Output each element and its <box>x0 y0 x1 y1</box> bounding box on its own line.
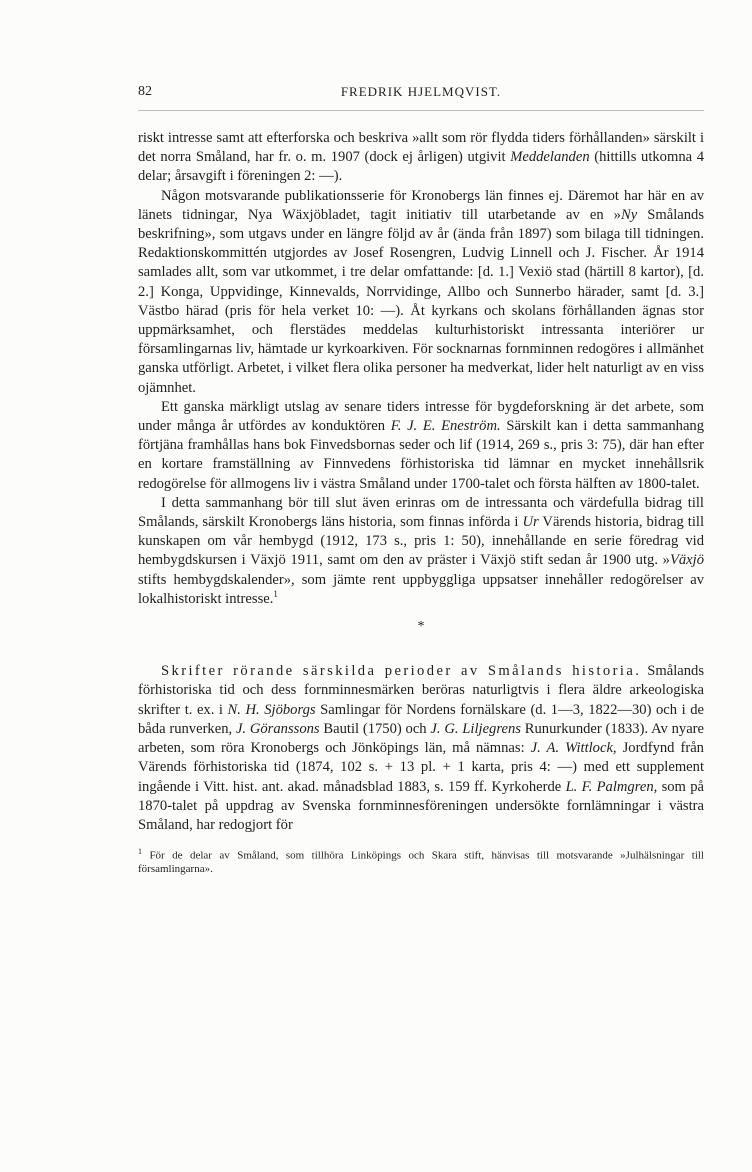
italic-text: J. G. Liljegrens <box>430 720 521 737</box>
section-paragraph <box>138 662 704 835</box>
header-rule <box>138 110 704 111</box>
italic-text: L. F. Palmgren, <box>565 778 658 795</box>
text-run: Smålands förhistoriska tid och dess fornminnesmärken beröras naturligtvis i flera äldre arkeologiska skrifter t. ex. i <box>138 663 704 718</box>
section-body <box>138 663 704 833</box>
footnote <box>138 845 704 876</box>
page-number: 82 <box>138 84 152 99</box>
italic-text: Ny <box>620 206 638 223</box>
running-head: FREDRIK HJELMQVIST. <box>340 84 502 99</box>
paragraph <box>138 129 704 187</box>
paragraph <box>138 187 704 398</box>
text-run: Ett ganska märkligt utslag av senare tiders intresse för bygdeforskning är det arbete, som under många år utfördes av konduktören <box>138 398 704 435</box>
italic-text: Ur <box>522 514 539 531</box>
text-run: Särskilt kan i detta sammanhang förtjäna framhållas hans bok Finvedsbornas seder och lif (1914, 269 s., pris 3: 75), där han efter en kortare framställning av Finnvedens förhistoriska tid lämnar en mycket innehållsrik redogörelse för allmogens liv i västra Småland under 1700-talet och första hälften av 1800-talet. <box>138 418 705 492</box>
text-run: riskt intresse samt att efterforska och beskriva »allt som rör flydda tiders förhållanden» särskilt i det norra Småland, har fr. o. m. 1907 (dock ej årligen) utgivit <box>138 130 704 166</box>
text-run: Runurkunder (1833). Av nyare arbeten, som röra Kronobergs och Jönköpings län, må nämnas: <box>138 720 705 757</box>
section-heading: Skrifter rörande särskilda perioder av Smålands historia. <box>161 663 642 680</box>
text-run: I detta sammanhang bör till slut även erinras om de intressanta och värdefulla bidrag till Smålands, särskilt Kronobergs läns historia, som finnas införda i <box>138 494 704 531</box>
footnote-marker: 1 <box>138 847 142 857</box>
italic-text: N. H. Sjöborgs <box>227 701 316 718</box>
text-run: (hittills utkomna 4 delar; årsavgift i föreningen 2: —). <box>138 149 704 185</box>
text-run: Samlingar för Nordens fornälskare (d. 1—3, 1822—30) och i de båda runverken, <box>138 701 704 737</box>
text-run: stifts hembygdskalender», som jämte rent uppbyggliga uppsatser innehåller redogörelser av lokalhistoriskt intresse. <box>138 571 704 607</box>
italic-text: Meddelanden <box>510 149 590 166</box>
section-separator: * <box>417 619 425 635</box>
paragraph <box>138 398 704 494</box>
italic-text: F. J. E. Eneström. <box>390 418 501 435</box>
text-run: Någon motsvarande publikationsserie för Kronobergs län finnes ej. Däremot har här en av länets tidningar, Nya Wäxjöbladet, tagit initiativ till utarbetande av en » <box>138 187 704 223</box>
text-run: Bautil (1750) och <box>319 720 431 737</box>
text-run: Värends historia, bidrag till kunskapen om vår hembygd (1912, 173 s., pris 1: 50), innehållande en serie föredrag vid hembygdskursen i Växjö 1911, samt om den av präster i Växjö stift sedan år 1900 utg. » <box>138 514 704 569</box>
text-run: Smålands beskrifning», som utgavs under en längre följd av år (ända från 1897) som bilaga till tidningen. Redaktionskommittén utgjordes av Josef Rosengren, Ludvig Linnell och J. Fischer. År 1914 samlades allt, som var utkommet, i tre delar omfattande: [d. 1.] Vexiö stad (härtill 8 kartor), [d. 2.] Konga, Uppvidinge, Kinnevalds, Norrvidinge, Allbo och Sunnerbo härader, samt [d. 3.] Västbo härad (pris för hela verket 10: —). Åt kyrkans och skolans förhållanden ägnas stor uppmärksamhet, och flerstädes meddelas kulturhistoriskt intressanta interiörer ur församlingarnas liv, hämtade ur kyrkoarkiven. För socknarnas fornminnen redogöres i allmänhet ganska utförligt. Arbetet, i vilket flera olika personer ha medverkat, lider helt naturligt av en viss ojämnhet. <box>138 206 704 396</box>
italic-text: Växjö <box>669 552 704 569</box>
text-run: som på 1870-talet på uppdrag av Svenska fornminnesföreningen undersökte fornlämningar i västra Småland, har redogjort för <box>138 778 704 833</box>
italic-text: J. Göranssons <box>235 720 320 737</box>
footnote-text: För de delar av Småland, som tillhöra Linköpings och Skara stift, hänvisas till motsvarande »Julhälsningar till församlingarna». <box>138 849 704 875</box>
paragraph <box>138 494 704 609</box>
page-header <box>138 84 704 106</box>
text-run: Jordfynd från Värends förhistoriska tid (1874, 102 s. + 13 pl. + 1 karta, pris 4: —) med ett supplement ingående i Vitt. hist. ant. akad. månadsblad 1883, s. 159 ff. Kyrkoherde <box>138 740 704 795</box>
body-text <box>138 129 704 835</box>
italic-text: J. A. Wittlock, <box>530 740 617 757</box>
book-page <box>138 84 704 876</box>
footnote-reference: 1 <box>273 589 278 600</box>
